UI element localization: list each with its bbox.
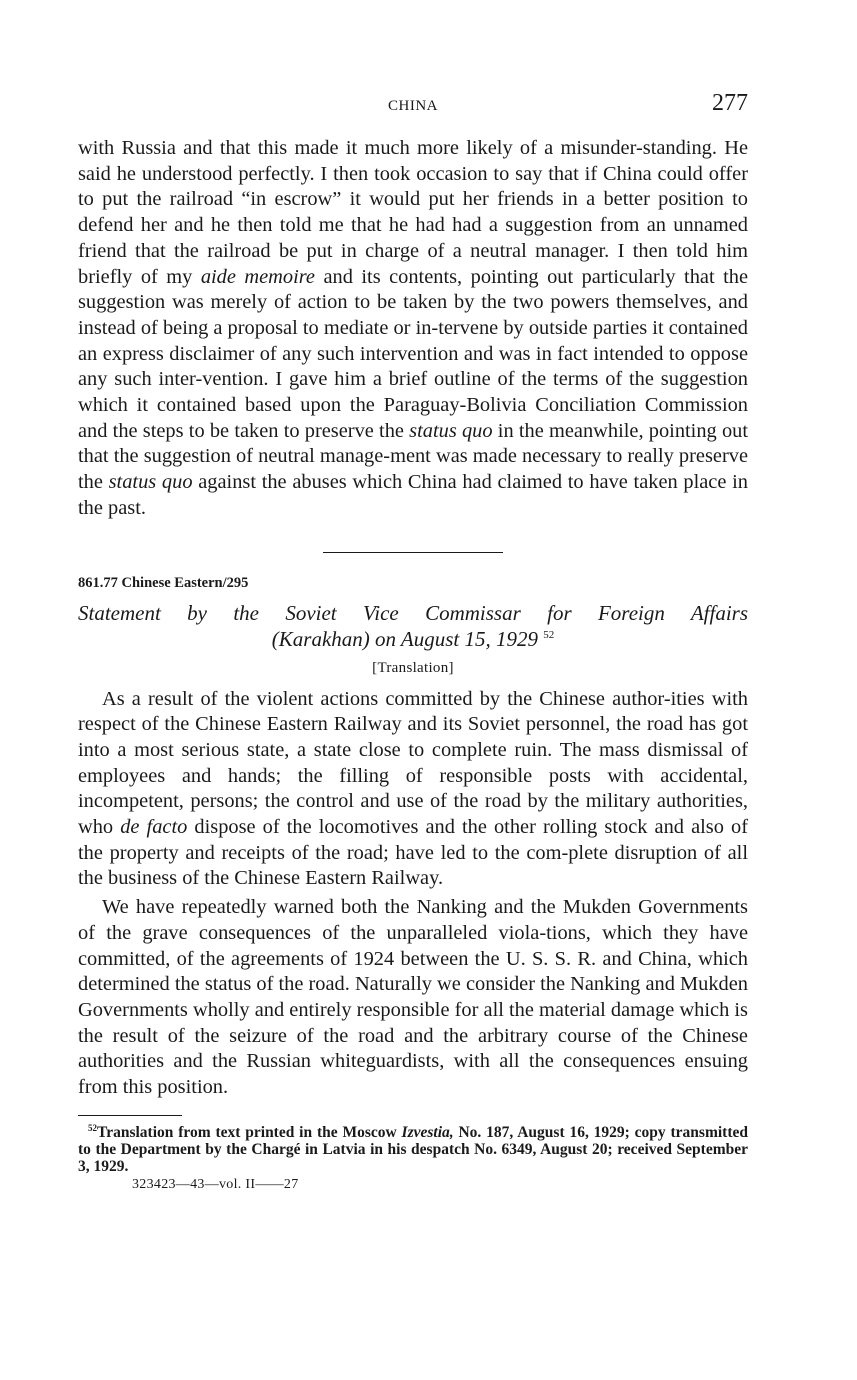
title-line-2-text: (Karakhan) on August 15, 1929 bbox=[271, 626, 538, 651]
title-line-1: Statement by the Soviet Vice Commissar for Foreign Affairs bbox=[78, 600, 748, 625]
document-page bbox=[78, 88, 748, 1193]
statement-paragraph-2: We have repeatedly warned both the Nanking and the Mukden Governments of the grave consequences of the unparalleled viola-tions, which they have committed, of the agreements of 1924 between the U. S. S. R. and China, which determined the status of the road. Naturally we consider the Nanking and Mukden Governments wholly and entirely responsible for all the material damage which is the result of the seizure of the road and the arbitrary course of the Chinese authorities and the Russian whiteguardists, with all the consequences ensuing from this position. bbox=[78, 896, 748, 1099]
footnote-marker: 52 bbox=[88, 1122, 97, 1133]
text-segment: with Russia and that this made it much more likely of a misunder-standing. He said he understood perfectly. I then took occasion to say that if China could offer to put the railroad “in escrow” it would put her friends in a better position to defend her and he then told me that he had had a suggestion from an unnamed friend that the railroad be put in charge of a neutral manager. I then told him briefly of my bbox=[78, 137, 748, 288]
text-segment: As a result of the violent actions committed by the Chinese author-ities with respect of the Chinese Eastern Railway and its Soviet personnel, the road has got into a most serious state, a state close to complete ruin. The mass dismissal of employees and hands; the filling of responsible posts with accidental, incompetent, persons; the control and use of the road by the military authorities, who bbox=[78, 687, 748, 839]
file-number: 861.77 Chinese Eastern/295 bbox=[78, 574, 249, 591]
running-head: CHINA bbox=[388, 98, 438, 114]
print-code: 323423—43—vol. II——27 bbox=[132, 1176, 299, 1192]
section-divider bbox=[323, 552, 503, 553]
footnote-text: No. 187, August 16, 1929; copy transmitted to the Department by the Chargé in Latvia in his despatch No. 6349, August 20; received September 3, 1929. bbox=[78, 1123, 748, 1175]
footnote-italic: Izvestia, bbox=[401, 1123, 454, 1141]
translation-note: [Translation] bbox=[372, 659, 454, 676]
page-number: 277 bbox=[712, 90, 748, 116]
text-segment: dispose of the locomotives and the other rolling stock and also of the property and receipts of the road; have led to the com-plete disruption of all the business of the Chinese Eastern Railway. bbox=[78, 816, 748, 890]
footnote-text: Translation from text printed in the Moscow bbox=[97, 1123, 402, 1141]
document-title bbox=[78, 600, 748, 652]
italic-term: aide memoire bbox=[200, 265, 315, 288]
footnote bbox=[78, 1124, 748, 1175]
page-header bbox=[78, 88, 748, 128]
text-segment: in the meanwhile, pointing out that the suggestion of neutral manage-ment was made necessary to really preserve the bbox=[78, 419, 749, 494]
italic-term: status quo bbox=[409, 419, 493, 442]
text-segment: against the abuses which China had claimed to have taken place in the past. bbox=[78, 471, 748, 519]
italic-term: status quo bbox=[108, 471, 193, 494]
title-line-2 bbox=[78, 626, 748, 652]
statement-paragraph-1 bbox=[78, 687, 748, 893]
footnote-divider bbox=[78, 1115, 182, 1116]
text-segment: and its contents, pointing out particularly that the suggestion was merely of action to be taken by the two powers themselves, and instead of being a proposal to mediate or in-tervene by outside parties it contained an express disclaimer of any such intervention and was in fact intended to oppose any such inter-vention. I gave him a brief outline of the terms of the suggestion which it contained based upon the Paraguay-Bolivia Conciliation Commission and the steps to be taken to preserve the bbox=[78, 265, 749, 442]
italic-term: de facto bbox=[120, 816, 188, 839]
footnote-reference[interactable]: 52 bbox=[543, 628, 555, 641]
continued-paragraph bbox=[78, 136, 748, 522]
